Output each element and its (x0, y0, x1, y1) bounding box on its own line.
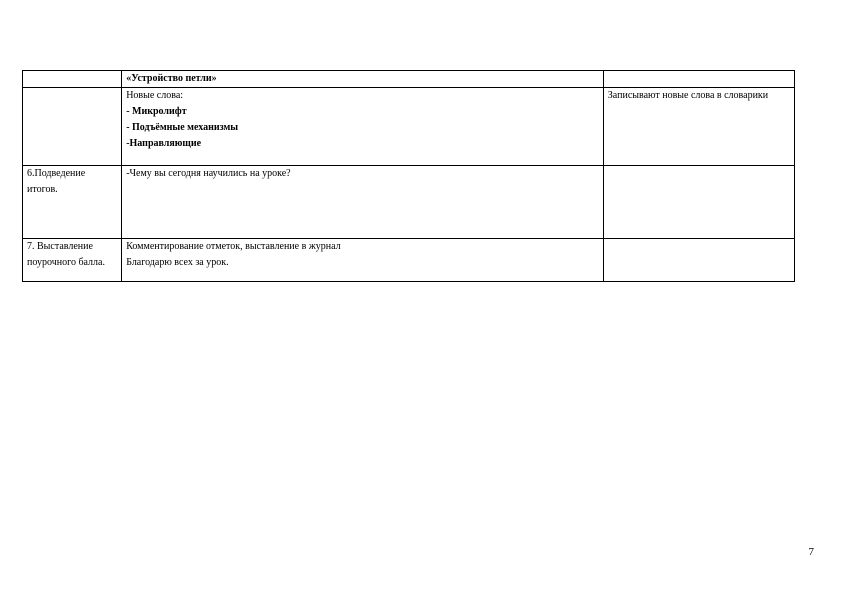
teacher-activity-cell (122, 166, 604, 239)
new-word-item: -Направляющие (126, 138, 202, 149)
stage-label: 7. Выставление поурочного балла. (27, 241, 105, 268)
new-words-heading: Новые слова: (126, 90, 184, 101)
activity-line: Благодарю всех за урок. (126, 257, 229, 268)
table-row (23, 239, 795, 282)
page-number: 7 (808, 546, 814, 558)
student-activity-cell (603, 88, 794, 166)
teacher-activity-cell (122, 239, 604, 282)
table-row (23, 71, 795, 88)
table-row (23, 166, 795, 239)
student-activity-text: Записывают новые слова в словарики (607, 90, 769, 101)
new-word-item: - Микролифт (126, 106, 187, 117)
table-title-cell: «Устройство петли» (122, 71, 604, 88)
table-row (23, 88, 795, 166)
table-cell (23, 71, 122, 88)
stage-cell (23, 239, 122, 282)
teacher-activity-cell (122, 88, 604, 166)
table-cell (603, 71, 794, 88)
stage-cell (23, 166, 122, 239)
stage-label: 6.Подведение итогов. (27, 168, 86, 195)
student-activity-cell (603, 239, 794, 282)
lesson-plan-table (22, 70, 795, 282)
new-word-item: - Подъёмные механизмы (126, 122, 239, 133)
activity-line: Комментирование отметок, выставление в журнал (126, 241, 341, 252)
stage-cell (23, 88, 122, 166)
question-text: -Чему вы сегодня научились на уроке? (126, 168, 291, 179)
student-activity-cell (603, 166, 794, 239)
